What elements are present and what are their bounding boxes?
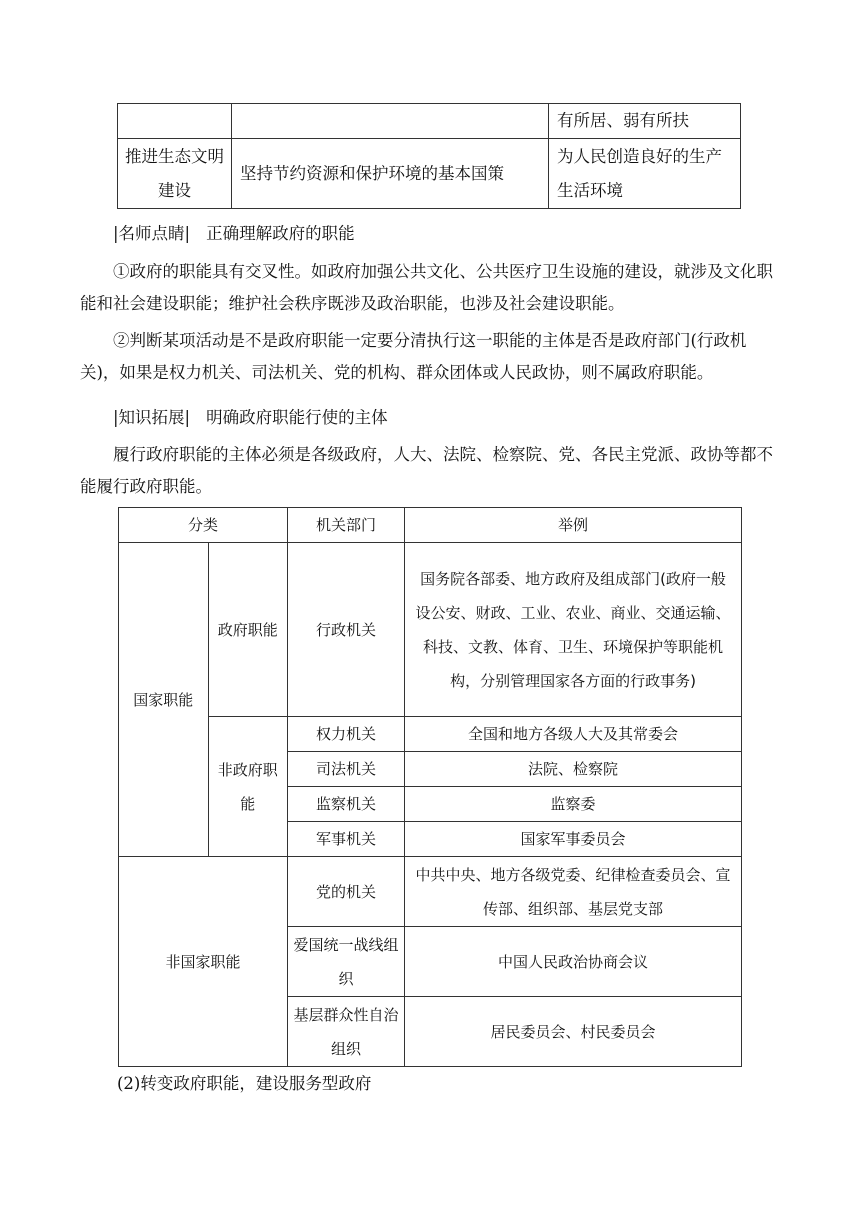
policy-table bbox=[117, 103, 741, 209]
table-cell: 行政机关 bbox=[288, 543, 405, 717]
table-cell: 基层群众性自治组织 bbox=[288, 997, 405, 1067]
tip-tag: |知识拓展| bbox=[113, 408, 191, 427]
table-cell: 中国人民政治协商会议 bbox=[405, 927, 742, 997]
table-cell: 为人民创造良好的生产生活环境 bbox=[549, 139, 741, 209]
table-cell: 国务院各部委、地方政府及组成部门(政府一般设公安、财政、工业、农业、商业、交通运输、科技、文教、体育、卫生、环境保护等职能机构，分别管理国家各方面的行政事务) bbox=[405, 543, 742, 717]
table-cell: 非政府职能 bbox=[208, 717, 287, 857]
subject-table bbox=[118, 507, 742, 1067]
table-cell: 党的机关 bbox=[288, 857, 405, 927]
tip-heading bbox=[113, 404, 388, 428]
table-header: 分类 bbox=[119, 508, 288, 543]
paragraph: 履行政府职能的主体必须是各级政府，人大、法院、检察院、党、各民主党派、政协等都不能履行政府职能。 bbox=[80, 445, 773, 496]
table-cell: 居民委员会、村民委员会 bbox=[405, 997, 742, 1067]
table-cell: 国家职能 bbox=[119, 543, 209, 857]
table-cell: 国家军事委员会 bbox=[405, 822, 742, 857]
table-cell: 监察委 bbox=[405, 787, 742, 822]
table-cell: 军事机关 bbox=[288, 822, 405, 857]
table-cell: 推进生态文明建设 bbox=[118, 139, 232, 209]
paragraph: ②判断某项活动是不是政府职能一定要分清执行这一职能的主体是否是政府部门(行政机关)，如果是权力机关、司法机关、党的机构、群众团体或人民政协，则不属政府职能。 bbox=[80, 331, 747, 382]
table-cell: 司法机关 bbox=[288, 752, 405, 787]
table-cell: 坚持节约资源和保护环境的基本国策 bbox=[232, 139, 549, 209]
table-cell: 中共中央、地方各级党委、纪律检查委员会、宣传部、组织部、基层党支部 bbox=[405, 857, 742, 927]
tip-title: 明确政府职能行使的主体 bbox=[206, 408, 388, 427]
table-cell bbox=[118, 104, 232, 139]
tip-title: 正确理解政府的职能 bbox=[206, 224, 355, 243]
table-cell: 爱国统一战线组织 bbox=[288, 927, 405, 997]
table-cell: 非国家职能 bbox=[119, 857, 288, 1067]
table-cell: 监察机关 bbox=[288, 787, 405, 822]
table-header: 举例 bbox=[405, 508, 742, 543]
table-cell bbox=[232, 104, 549, 139]
tip-heading bbox=[113, 220, 355, 244]
table-cell: 有所居、弱有所扶 bbox=[549, 104, 741, 139]
tip-tag: |名师点睛| bbox=[113, 224, 191, 243]
table-cell: 政府职能 bbox=[208, 543, 287, 717]
table-cell: 全国和地方各级人大及其常委会 bbox=[405, 717, 742, 752]
paragraph: ①政府的职能具有交叉性。如政府加强公共文化、公共医疗卫生设施的建设，就涉及文化职能和社会建设职能；维护社会秩序既涉及政治职能，也涉及社会建设职能。 bbox=[80, 262, 773, 313]
section-subheading: (2)转变政府职能，建设服务型政府 bbox=[117, 1074, 372, 1093]
table-header: 机关部门 bbox=[288, 508, 405, 543]
table-cell: 法院、检察院 bbox=[405, 752, 742, 787]
table-cell: 权力机关 bbox=[288, 717, 405, 752]
